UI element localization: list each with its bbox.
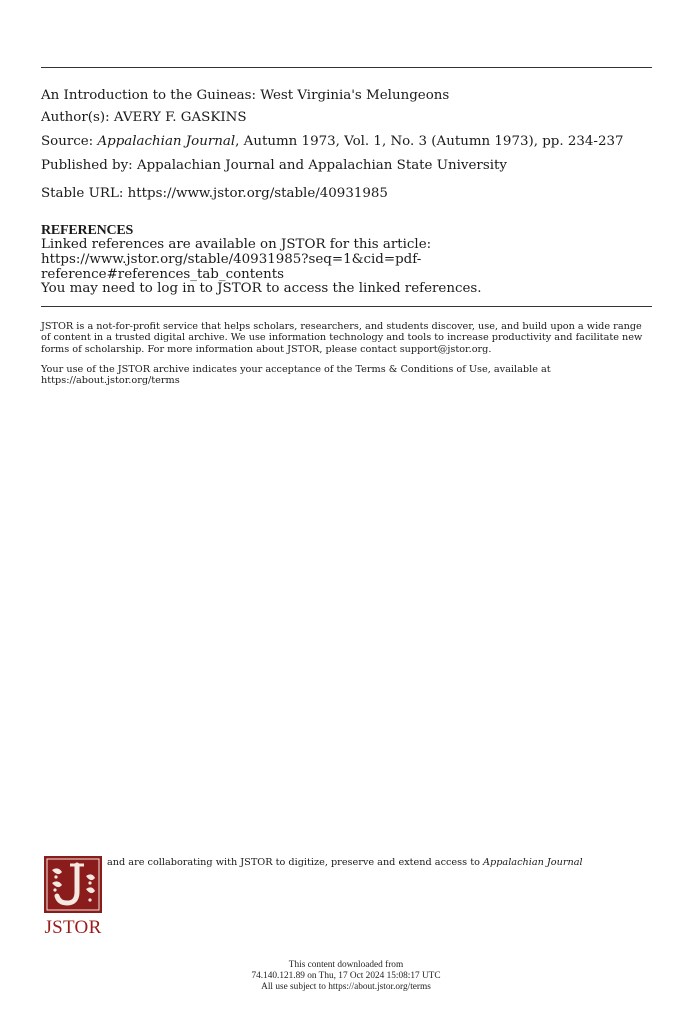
middle-divider bbox=[41, 306, 652, 307]
source-line bbox=[41, 134, 624, 150]
download-footer bbox=[0, 960, 692, 992]
jstor-logo[interactable] bbox=[44, 856, 102, 939]
jstor-logo-wordmark: JSTOR bbox=[44, 917, 102, 938]
source-label: Source: bbox=[41, 134, 94, 149]
references-text-1: Linked references are available on JSTOR for this article: bbox=[41, 237, 432, 252]
stable-url-label: Stable URL: bbox=[41, 186, 124, 201]
jstor-notice bbox=[41, 321, 652, 355]
jstor-notice-text: JSTOR is a not-for-profit service that helps scholars, researchers, and students discover, use, and build upon a wide range of content in a trusted digital archive. We use information technology and tools to increase productivity and facilitate new forms of scholarship. For more information about JSTOR, please contact bbox=[41, 321, 643, 355]
stable-url-line bbox=[41, 186, 388, 202]
collaboration-journal: Appalachian Journal bbox=[483, 857, 583, 868]
article-title: An Introduction to the Guineas: West Virginia's Melungeons bbox=[41, 88, 450, 103]
author-name: AVERY F. GASKINS bbox=[113, 110, 247, 125]
references-link-part-1[interactable]: https://www.jstor.org/stable/40931985?seq=1&cid=pdf- bbox=[41, 251, 422, 267]
references-link-part-2[interactable]: reference#references_tab_contents bbox=[41, 266, 284, 282]
author-line bbox=[41, 110, 247, 126]
terms-notice-text: Your use of the JSTOR archive indicates your acceptance of the Terms & Conditions of Use, available at bbox=[41, 364, 551, 375]
author-label: Author(s): bbox=[41, 110, 110, 125]
support-email-link[interactable]: support@jstor.org. bbox=[399, 343, 492, 355]
footer-line-1: This content downloaded from bbox=[288, 960, 404, 970]
footer-line-3: All use subject to https://about.jstor.org/terms bbox=[261, 981, 431, 992]
references-section bbox=[41, 223, 652, 297]
jstor-emblem-icon bbox=[44, 856, 102, 913]
references-login-note: You may need to log in to JSTOR to access the linked references. bbox=[41, 281, 482, 297]
publisher-line bbox=[41, 158, 507, 174]
footer-line-2: 74.140.121.89 on Thu, 17 Oct 2024 15:08:17 UTC bbox=[251, 970, 441, 981]
collaboration-text: and are collaborating with JSTOR to digitize, preserve and extend access to bbox=[107, 857, 480, 868]
top-divider bbox=[41, 67, 652, 68]
stable-url-link[interactable]: https://www.jstor.org/stable/40931985 bbox=[127, 186, 388, 201]
publisher-name: Appalachian Journal and Appalachian State University bbox=[136, 158, 507, 173]
terms-link[interactable]: https://about.jstor.org/terms bbox=[41, 375, 180, 387]
collaboration-statement bbox=[107, 857, 587, 868]
references-heading: REFERENCES bbox=[41, 223, 134, 238]
terms-notice bbox=[41, 364, 652, 387]
source-journal: Appalachian Journal bbox=[97, 134, 236, 149]
publisher-label: Published by: bbox=[41, 158, 133, 173]
source-details: , Autumn 1973, Vol. 1, No. 3 (Autumn 1973), pp. 234-237 bbox=[235, 134, 624, 149]
